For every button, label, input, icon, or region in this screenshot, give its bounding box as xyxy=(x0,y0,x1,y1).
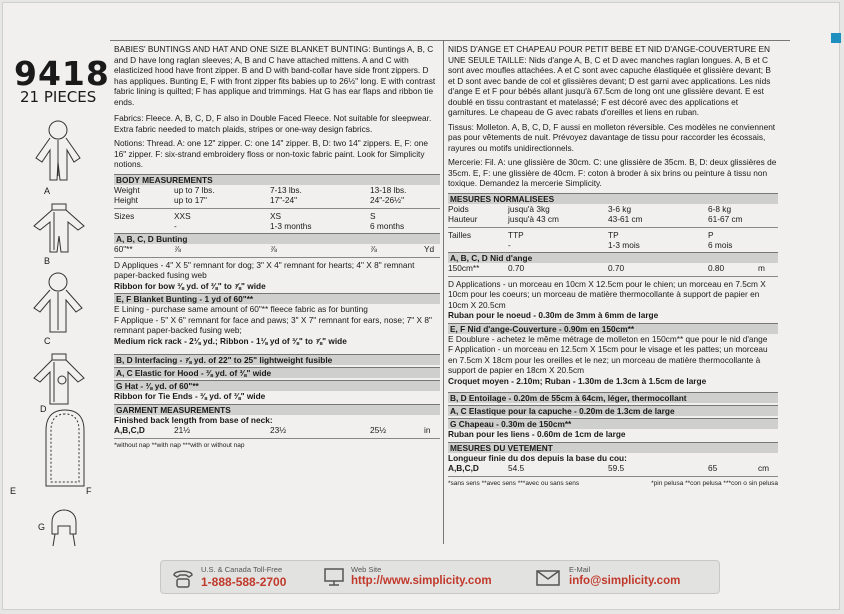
french-column xyxy=(448,44,778,490)
fr-croquet: Croquet moyen - 2.10m; Ruban - 1.30m de 1.3cm à 1.5cm de large xyxy=(448,375,707,386)
table-row: Sizes XXS XS S xyxy=(114,210,376,221)
fr-g-chapeau: G Chapeau - 0.30m de 150cm** xyxy=(448,418,778,429)
fr-tailles-table xyxy=(448,230,778,250)
figure-b-bunting xyxy=(20,200,100,260)
en-garment-table xyxy=(114,425,440,435)
fr-ruban-liens: Ruban pour les liens - 0.60m de 1cm de large xyxy=(448,429,626,439)
website-link[interactable]: http://www.simplicity.com xyxy=(351,575,492,587)
en-ribbon-tie: Ribbon for Tie Ends - ⅜ yd. of ⅜" wide xyxy=(114,391,266,401)
en-description: BABIES' BUNTINGS AND HAT AND ONE SIZE BLANKET BUNTING: Buntings A, B, C and D have long raglan sleeves; A, B and C have attached mittens. A and C with elasticized hood have front zipper. B and D with band-collar have side front zippers. D has appliques. Bunting E, F with front zipper fits babies up to 26½" long. E with contrast fabric lining is quilted; F has applique and trimmings. Hat G has ear flaps and ribbon tie ends. xyxy=(114,44,436,107)
figure-e-f-blanket-bunting xyxy=(40,408,90,488)
es-footnote: *pin pelusa **con pelusa ***con o sin pelusa xyxy=(651,480,778,487)
en-abcd-bunting-title: A, B, C, D Bunting xyxy=(114,233,440,244)
figure-label-f: F xyxy=(86,486,92,496)
en-ac-elastic: A, C Elastic for Hood - ⅜ yd. of ⅜" wide xyxy=(114,367,440,378)
top-rule xyxy=(110,40,790,41)
table-row: Tailles TTP TP P xyxy=(448,229,714,240)
table-row: - 1-3 months 6 months xyxy=(174,220,405,231)
fr-abcd-title: A, B, C, D Nid d'ange xyxy=(448,252,778,263)
en-fabrics: Fabrics: Fleece. A, B, C, D, F also in Double Faced Fleece. Not suitable for sleepwear. Extra fabric needed to match plaids, stripes or one-way design fabrics. xyxy=(114,113,432,134)
figure-a-bunting xyxy=(20,118,100,188)
fr-metrage-table xyxy=(448,263,778,273)
fr-mesures-title: MESURES NORMALISEES xyxy=(448,193,778,204)
phone-icon xyxy=(171,567,195,589)
en-d-appliques: D Appliques - 4" X 5" remnant for dog; 3" X 4" remnant for hearts; 4" X 8" remnant paper-backed fusing web xyxy=(114,259,415,280)
fr-d-applications: D Applications - un morceau en 10cm X 12.5cm pour le chien; un morceau en 7.5cm X 10cm pour les coeurs; un morceau de matière thermocollante à support de papier en 10cm X 20.5cm xyxy=(448,278,766,310)
fr-footnote: *sans sens **avec sens ***avec ou sans sens xyxy=(448,480,580,487)
email-label: E-Mail xyxy=(569,565,591,574)
figure-g-hat xyxy=(44,500,84,548)
fr-ef-title: E, F Nid d'ange-Couverture - 0.90m en 150cm** xyxy=(448,323,778,334)
en-footnote: *without nap **with nap ***with or without nap xyxy=(114,442,245,449)
fr-vetement-sub: Longueur finie du dos depuis la base du cou: xyxy=(448,452,627,463)
fr-ac-elastique: A, C Elastique pour la capuche - 0.20m de 1.3cm de large xyxy=(448,405,778,416)
fr-vetement-table xyxy=(448,463,778,473)
table-row: - 1-3 mois 6 mois xyxy=(508,239,733,250)
table-row: Hauteur jusqu'à 43 cm 43-61 cm 61-67 cm xyxy=(448,213,743,224)
en-f-applique: F Applique - 5" X 6" remnant for face and paws; 3" X 7" remnant for ears, nose; 7" X 8" remnant paper-backed fusing web; xyxy=(114,314,432,335)
figure-d-bunting xyxy=(20,350,100,410)
web-label: Web Site xyxy=(351,565,382,574)
en-garment-sub: Finished back length from base of neck: xyxy=(114,414,273,425)
en-bd-interfacing: B, D Interfacing - ⅞ yd. of 22" to 25" lightweight fusible xyxy=(114,354,440,365)
en-e-lining: E Lining - purchase same amount of 60"** fleece fabric as for bunting xyxy=(114,304,368,314)
figure-label-g: G xyxy=(38,522,46,532)
en-g-hat: G Hat - ⅜ yd. of 60"** xyxy=(114,380,440,391)
pieces-count: 21 PIECES xyxy=(20,88,97,106)
fr-mesures-table xyxy=(448,204,778,224)
table-row: 60"** ⅞ ⅞ ⅞ Yd xyxy=(114,243,435,254)
fr-description: NIDS D'ANGE ET CHAPEAU POUR PETIT BEBE ET NID D'ANGE-COUVERTURE EN UNE SEULE TAILLE: Nids d'ange A, B, C et D avec manches raglan longues. A, B et C sont avec moufles attachées. A et C sont avec capuche élastiquée et glissière devant; B et D sont avec bande de col et glissières devant; D est garni avec applications. Les nids d'ange E et F pour bébés allant jusqu'à 67.5cm de long ont une glissière devant. E est doublé en tissu contrastant et matelassé; F est décoré avec des applications et garnitures. Le chapeau de G avec rabats d'oreilles et liens en ruban. xyxy=(448,44,771,117)
table-row: Height up to 17" 17"-24" 24"-26½" xyxy=(114,194,405,205)
en-ef-blanket-title: E, F Blanket Bunting - 1 yd of 60"** xyxy=(114,293,440,304)
fr-vetement-title: MESURES DU VETEMENT xyxy=(448,442,778,453)
table-row: A,B,C,D 21½ 23½ 25½ in xyxy=(114,425,431,435)
fr-e-doublure: E Doublure - achetez le même métrage de molleton en 150cm** que pour le nid d'ange xyxy=(448,333,768,344)
table-row: Poids jusqu'à 3kg 3-6 kg 6-8 kg xyxy=(448,203,732,214)
table-row: 150cm** 0.70 0.70 0.80 m xyxy=(448,262,765,273)
email-link[interactable]: info@simplicity.com xyxy=(569,575,681,587)
column-divider xyxy=(443,40,444,544)
en-ribbon-bow: Ribbon for bow ⅜ yd. of ⅜" to ⅞" wide xyxy=(114,280,266,291)
en-rick-rack: Medium rick rack - 2⅛ yd.; Ribbon - 1⅛ yd of ⅜" to ⅞" wide xyxy=(114,335,347,346)
figure-label-c: C xyxy=(44,336,51,346)
figure-label-e: E xyxy=(10,486,17,496)
en-yardage-table xyxy=(114,244,440,254)
table-row: A,B,C,D 54.5 59.5 65 cm xyxy=(448,463,770,473)
figure-label-a: A xyxy=(44,186,51,196)
table-row: Weight up to 7 lbs. 7-13 lbs. 13-18 lbs. xyxy=(114,184,407,195)
figure-c-bunting xyxy=(20,270,100,340)
phone-label: U.S. & Canada Toll-Free xyxy=(201,565,283,574)
en-garment-measurements-title: GARMENT MEASUREMENTS xyxy=(114,404,440,415)
pattern-number: 9418 xyxy=(14,54,110,93)
en-sizes-table xyxy=(114,211,440,231)
fr-mercerie: Mercerie: Fil. A: une glissière de 30cm. C: une glissière de 35cm. B, D: deux glissières de 35cm. E, F: une glissière de 40cm. F: coton à broder à six brins ou peinture à tissu non toxique. Demandez la mercerie Simplicity. xyxy=(448,157,777,188)
email-icon xyxy=(535,569,561,587)
en-body-measurements-table xyxy=(114,185,440,205)
computer-icon xyxy=(323,567,345,587)
figure-label-d: D xyxy=(40,404,47,414)
phone-number[interactable]: 1-888-588-2700 xyxy=(201,575,287,589)
english-column xyxy=(114,44,440,452)
fr-f-application: F Application - un morceau en 12.5cm X 15cm pour le visage et les pattes; un morceau en 7.5cm X 18cm pour les oreilles et le nez; un morceau de matière thermocollante à support de papier en 18cm X 20.5cm xyxy=(448,344,768,375)
fr-tissus: Tissus: Molleton. A, B, C, D, F aussi en molleton réversible. Ces modèles ne conviennent pas pour vêtements de nuit. Prévoyez davantage de tissu pour raccorder les écossais, rayures ou motifs unidirectionnels. xyxy=(448,121,776,153)
en-notions: Notions: Thread. A: one 12" zipper. C: one 14" zipper. B, D: two 14" zippers. E, F: one 16" zipper. F: six-strand embroidery floss or non-toxic fabric paint. Look for Simplicity notions. xyxy=(114,138,428,169)
blue-corner-mark xyxy=(831,33,841,43)
figure-label-b: B xyxy=(44,256,51,266)
fr-bd-entoilage: B, D Entoilage - 0.20m de 55cm à 64cm, léger, thermocollant xyxy=(448,392,778,403)
fr-ruban-noeud: Ruban pour le noeud - 0.30m de 3mm à 6mm de large xyxy=(448,310,659,320)
contact-footer xyxy=(160,560,720,594)
en-body-measurements-title: BODY MEASUREMENTS xyxy=(114,174,440,185)
